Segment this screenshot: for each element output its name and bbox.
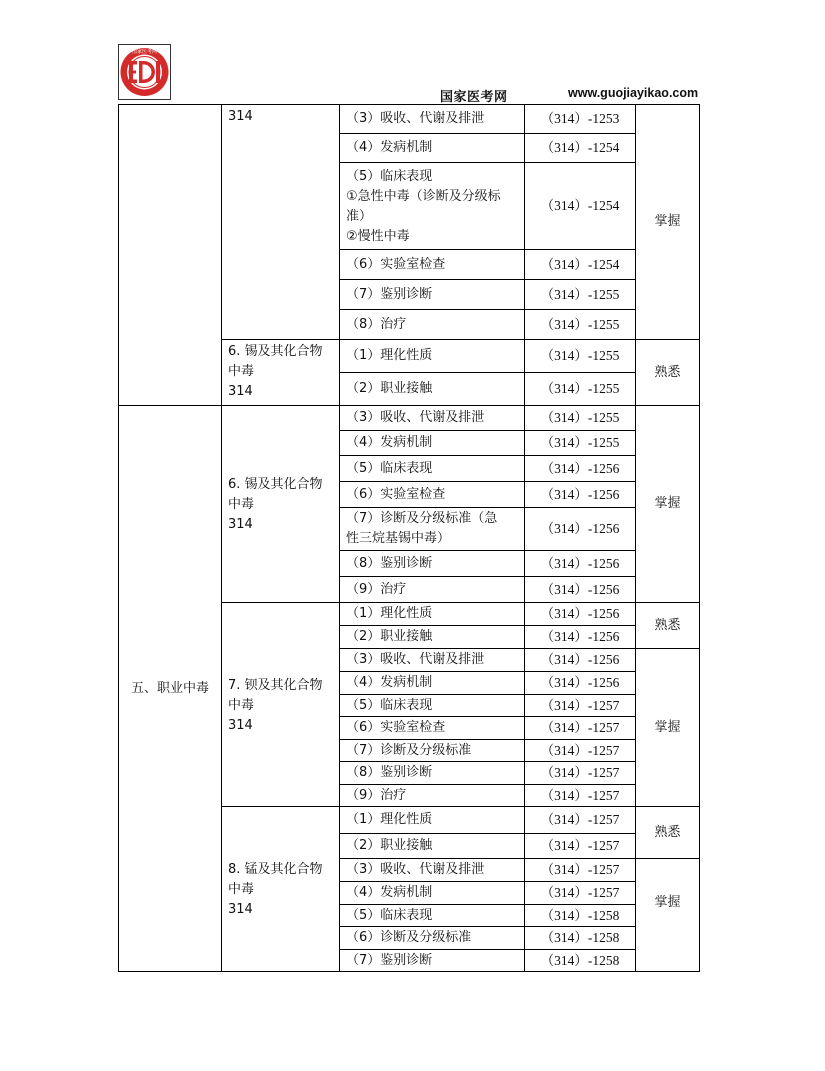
ref-cell: （314）-1256 bbox=[525, 551, 636, 577]
ref-cell: （314）-1256 bbox=[525, 456, 636, 482]
item-cell: （8）治疗 bbox=[340, 310, 525, 340]
ref-cell: （314）-1257 bbox=[525, 785, 636, 807]
ref-cell: （314）-1255 bbox=[525, 280, 636, 310]
item-cell: （3）吸收、代谢及排泄 bbox=[340, 406, 525, 431]
level-cell: 掌握 bbox=[636, 105, 700, 340]
item-cell: （1）理化性质 bbox=[340, 603, 525, 626]
ref-cell: （314）-1253 bbox=[525, 105, 636, 134]
ref-cell: （314）-1257 bbox=[525, 717, 636, 740]
item-cell: （6）诊断及分级标准 bbox=[340, 927, 525, 950]
ref-cell: （314）-1257 bbox=[525, 740, 636, 762]
item-cell: （5）临床表现 bbox=[340, 905, 525, 927]
item-cell: （3）吸收、代谢及排泄 bbox=[340, 859, 525, 882]
svg-text:国家医考网: 国家医考网 bbox=[131, 49, 158, 55]
topic-cell: 8. 锰及其化合物 中毒 314 bbox=[222, 807, 340, 972]
ref-cell: （314）-1258 bbox=[525, 905, 636, 927]
ref-cell: （314）-1256 bbox=[525, 577, 636, 603]
item-cell: （8）鉴别诊断 bbox=[340, 551, 525, 577]
item-cell: （7）诊断及分级标准 bbox=[340, 740, 525, 762]
ref-cell: （314）-1256 bbox=[525, 649, 636, 672]
ref-cell: （314）-1255 bbox=[525, 310, 636, 340]
item-cell: （3）吸收、代谢及排泄 bbox=[340, 649, 525, 672]
site-name: 国家医考网 bbox=[440, 90, 508, 105]
ref-cell: （314）-1255 bbox=[525, 373, 636, 406]
item-cell: （4）发病机制 bbox=[340, 672, 525, 695]
item-cell: （6）实验室检查 bbox=[340, 482, 525, 508]
ref-cell: （314）-1258 bbox=[525, 950, 636, 972]
item-cell: （1）理化性质 bbox=[340, 807, 525, 834]
item-cell: （7）鉴别诊断 bbox=[340, 950, 525, 972]
ref-cell: （314）-1254 bbox=[525, 134, 636, 163]
ref-cell: （314）-1257 bbox=[525, 762, 636, 785]
level-cell: 掌握 bbox=[636, 649, 700, 807]
level-cell: 熟悉 bbox=[636, 340, 700, 406]
ref-cell: （314）-1256 bbox=[525, 508, 636, 551]
item-cell: （3）吸收、代谢及排泄 bbox=[340, 105, 525, 134]
item-cell: （2）职业接触 bbox=[340, 626, 525, 649]
item-cell: （4）发病机制 bbox=[340, 882, 525, 905]
item-cell: （2）职业接触 bbox=[340, 834, 525, 859]
item-cell: （5）临床表现 bbox=[340, 695, 525, 717]
ref-cell: （314）-1256 bbox=[525, 672, 636, 695]
ref-cell: （314）-1257 bbox=[525, 807, 636, 834]
item-cell: （5）临床表现 bbox=[340, 456, 525, 482]
topic-cell: 6. 锡及其化合物 中毒 314 bbox=[222, 406, 340, 603]
item-cell: （5）临床表现 ①急性中毒（诊断及分级标 准） ②慢性中毒 bbox=[340, 163, 525, 250]
topic-cell: 6. 锡及其化合物 中毒 314 bbox=[222, 340, 340, 406]
ref-cell: （314）-1257 bbox=[525, 695, 636, 717]
item-cell: （7）诊断及分级标准（急 性三烷基锡中毒） bbox=[340, 508, 525, 551]
ref-cell: （314）-1258 bbox=[525, 927, 636, 950]
item-cell: （9）治疗 bbox=[340, 785, 525, 807]
logo-icon bbox=[118, 44, 171, 100]
level-cell: 掌握 bbox=[636, 859, 700, 972]
item-cell: （4）发病机制 bbox=[340, 431, 525, 456]
site-url[interactable]: www.guojiayikao.com bbox=[568, 86, 699, 100]
ref-cell: （314）-1256 bbox=[525, 603, 636, 626]
level-cell: 掌握 bbox=[636, 406, 700, 603]
item-cell: （9）治疗 bbox=[340, 577, 525, 603]
ref-cell: （314）-1254 bbox=[525, 163, 636, 250]
syllabus-table bbox=[118, 104, 700, 972]
ref-cell: （314）-1257 bbox=[525, 834, 636, 859]
level-cell: 熟悉 bbox=[636, 807, 700, 859]
topic-cell: 314 bbox=[222, 105, 340, 340]
level-cell: 熟悉 bbox=[636, 603, 700, 649]
topic-cell: 7. 钡及其化合物 中毒 314 bbox=[222, 603, 340, 807]
ref-cell: （314）-1256 bbox=[525, 482, 636, 508]
ref-cell: （314）-1255 bbox=[525, 340, 636, 373]
item-cell: （2）职业接触 bbox=[340, 373, 525, 406]
item-cell: （1）理化性质 bbox=[340, 340, 525, 373]
item-cell: （7）鉴别诊断 bbox=[340, 280, 525, 310]
ref-cell: （314）-1257 bbox=[525, 859, 636, 882]
unit-cell-empty bbox=[119, 105, 222, 406]
ref-cell: （314）-1256 bbox=[525, 626, 636, 649]
ref-cell: （314）-1257 bbox=[525, 882, 636, 905]
unit-cell: 五、职业中毒 bbox=[119, 406, 222, 972]
ref-cell: （314）-1255 bbox=[525, 406, 636, 431]
ref-cell: （314）-1255 bbox=[525, 431, 636, 456]
item-cell: （6）实验室检查 bbox=[340, 717, 525, 740]
item-cell: （4）发病机制 bbox=[340, 134, 525, 163]
item-cell: （8）鉴别诊断 bbox=[340, 762, 525, 785]
item-cell: （6）实验室检查 bbox=[340, 250, 525, 280]
ref-cell: （314）-1254 bbox=[525, 250, 636, 280]
